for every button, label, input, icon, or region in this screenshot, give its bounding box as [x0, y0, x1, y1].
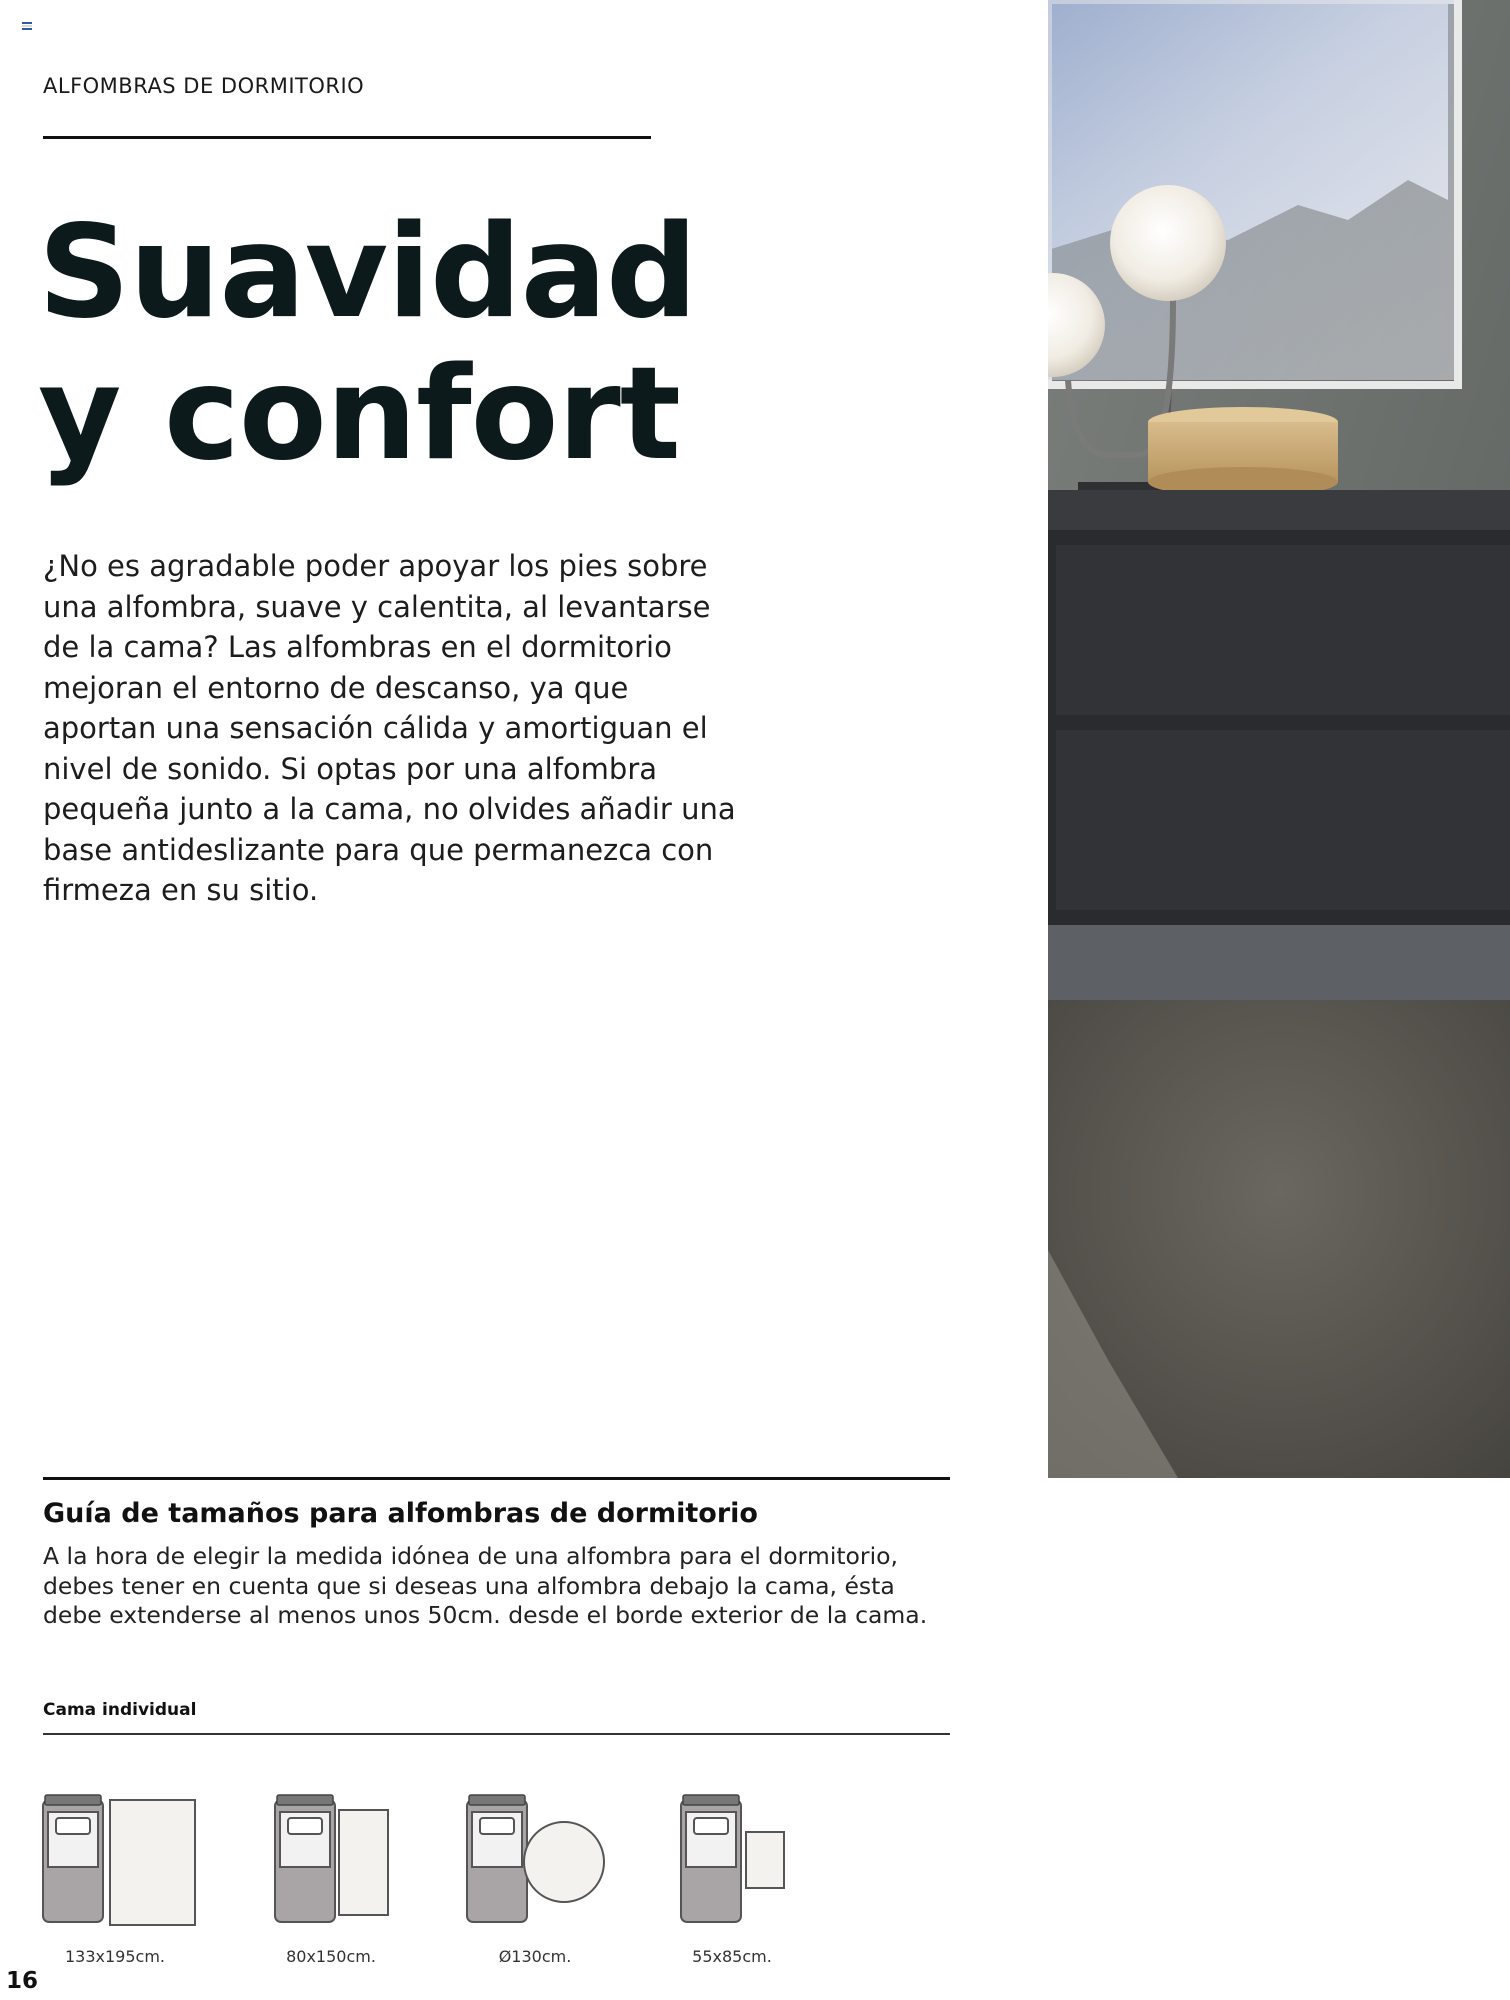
divider [43, 1733, 950, 1735]
rug-diagram-3 [464, 1790, 614, 1930]
size-label: 133x195cm. [64, 1947, 165, 1966]
flag-icon [22, 22, 32, 30]
divider [43, 1477, 950, 1480]
rug-diagram-4 [678, 1790, 798, 1930]
bedroom-photo [1048, 0, 1510, 1478]
size-label: Ø130cm. [498, 1947, 572, 1966]
guide-text: A la hora de elegir la medida idónea de una alfombra para el dormitorio, debes tener en cuenta que si deseas una alfombra debajo la cama, ésta debe extenderse al menos unos 50cm. desde el borde exterior de la cama. [43, 1542, 928, 1629]
size-label: 80x150cm. [286, 1947, 376, 1966]
bed-icon [43, 1795, 103, 1922]
intro-paragraph: ¿No es agradable poder apoyar los pies sobre una alfombra, suave y calentita, al levantarse de la cama? Las alfombras en el dormitorio mejoran el entorno de descanso, ya que aportan una sensación cálida y amortiguan el nivel de sonido. Si optas por una alfombra pequeña junto a la cama, no olvides añadir una base antideslizante para que permanezca con firmeza en su sitio. [43, 549, 736, 907]
rug-diagram-2 [272, 1790, 402, 1930]
divider [43, 136, 651, 139]
page-title-line-1: Suavidad [38, 198, 697, 347]
page-number: 16 [6, 1968, 39, 1994]
bed-icon [275, 1795, 335, 1922]
bed-icon [467, 1795, 527, 1922]
page-title [38, 198, 697, 489]
rug-diagram-1 [40, 1790, 200, 1930]
size-label: 55x85cm. [692, 1947, 772, 1966]
bed-type-label: Cama individual [43, 1700, 197, 1720]
section-label: ALFOMBRAS DE DORMITORIO [43, 74, 365, 98]
page-title-line-2: y confort [38, 340, 680, 489]
bed-icon [681, 1795, 741, 1922]
guide-title: Guía de tamaños para alfombras de dormitorio [43, 1498, 758, 1529]
